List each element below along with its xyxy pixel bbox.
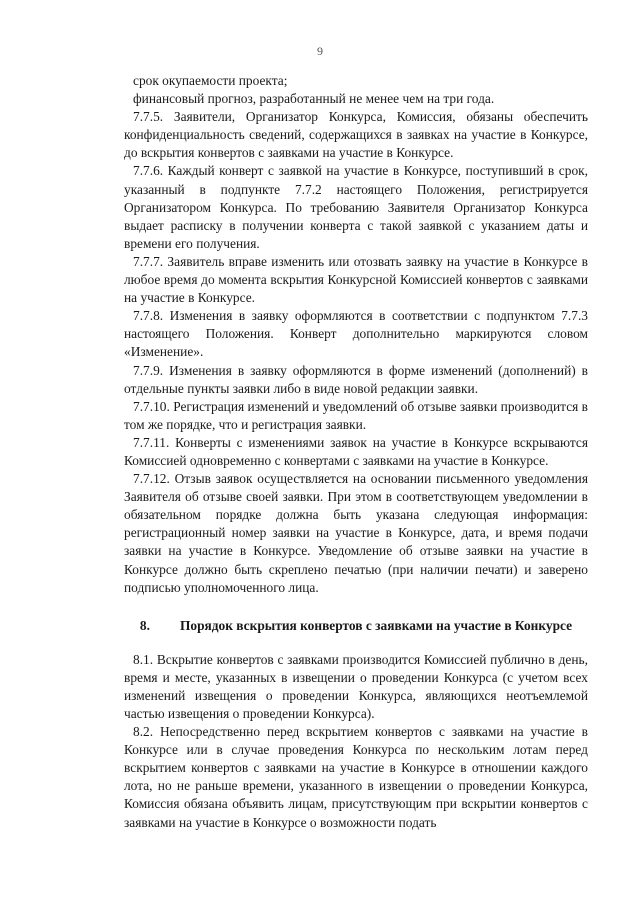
paragraph-7-7-9: 7.7.9. Изменения в заявку оформляются в форме изменений (дополнений) в отдельные пункты заявки либо в виде новой редакции заявки. [124, 362, 588, 396]
paragraph-7-7-10: 7.7.10. Регистрация изменений и уведомлений об отзыве заявки производится в том же порядке, что и регистрация заявки. [124, 398, 588, 432]
paragraph-7-7-5: 7.7.5. Заявители, Организатор Конкурса, Комиссия, обязаны обеспечить конфиденциальность сведений, содержащихся в заявках на участие в Конкурсе, до вскрытия конвертов с заявками на участие в Конкурсе. [124, 109, 588, 161]
page-number: 9 [317, 44, 323, 58]
paragraph-7-7-6: 7.7.6. Каждый конверт с заявкой на участие в Конкурсе, поступивший в срок, указанный в подпункте 7.7.2 настоящего Положения, регистрируется Организатором Конкурса. По требованию Заявителя Организатор Конкурса выдает расписку в получении конверта с такой заявкой с указанием даты и времени его получения. [124, 163, 588, 251]
paragraph-7-7-7: 7.7.7. Заявитель вправе изменить или отозвать заявку на участие в Конкурсе в любое время до момента вскрытия Конкурсной Комиссией конвертов с заявками на участие в Конкурсе. [124, 253, 588, 306]
paragraph-7-7-8: 7.7.8. Изменения в заявку оформляются в соответствии с подпунктом 7.7.3 настоящего Положения. Конверт дополнительно маркируются словом «Изменение». [124, 308, 588, 360]
paragraph: срок окупаемости проекта; [133, 73, 288, 88]
paragraph-7-7-12: 7.7.12. Отзыв заявок осуществляется на основании письменного уведомления Заявителя об отзыве своей заявки. При этом в соответствующем уведомлении в обязательном порядке должна быть указана следующая информация: регистрационный номер заявки на участие в Конкурсе, дата, и время подачи заявки на участие в Конкурсе. Уведомление об отзыве заявки на участие в Конкурсе должно быть скреплено печатью (при наличии печати) и заверено подписью уполномоченного лица. [124, 471, 588, 595]
paragraph-8-2: 8.2. Непосредственно перед вскрытием конвертов с заявками на участие в Конкурсе или в случае проведения Конкурса по нескольким лотам перед вскрытием конвертов с заявками на участие в Конкурсе в отношении каждого лота, но не раньше времени, указанного в извещении о проведении Конкурса, Комиссия обязана объявить лицам, присутствующим при вскрытии конвертов с заявками на участие в Конкурсе о возможности подать [124, 724, 588, 830]
section-number: 8. [139, 617, 150, 633]
section-heading [124, 617, 588, 635]
document-body [124, 72, 588, 832]
paragraph-7-7-11: 7.7.11. Конверты с изменениями заявок на участие в Конкурсе вскрываются Комиссией одновременно с конвертами с заявками на участие в Конкурсе. [124, 434, 588, 468]
paragraph-8-1: 8.1. Вскрытие конвертов с заявками производится Комиссией публично в день, время и месте, указанных в извещении о проведении Конкурса (с учетом всех изменений извещения о проведении Конкурса, являющихся неотъемлемой частью извещения о проведении Конкурса). [124, 651, 588, 721]
section-title: Порядок вскрытия конвертов с заявками на участие в Конкурсе [179, 617, 573, 633]
paragraph: финансовый прогноз, разработанный не менее чем на три года. [133, 91, 495, 107]
